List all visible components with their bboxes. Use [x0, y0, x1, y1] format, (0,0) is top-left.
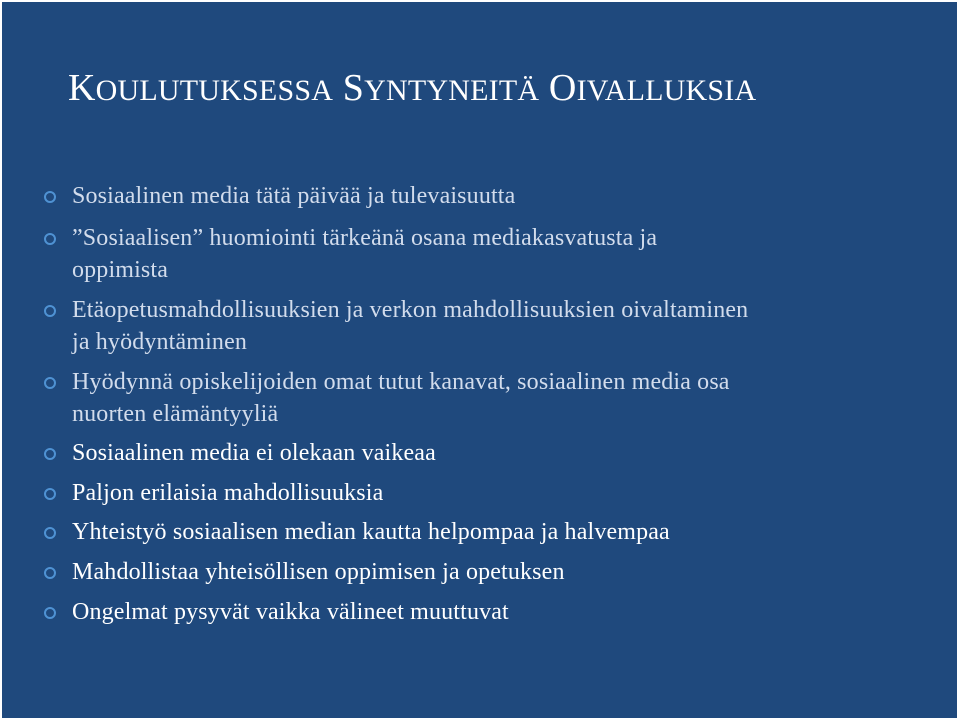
bullet-icon [44, 448, 56, 460]
bullet-text: Paljon erilaisia mahdollisuuksia [72, 480, 384, 506]
bullet-icon [44, 377, 56, 389]
bullet-icon [44, 488, 56, 500]
bullet-icon [44, 607, 56, 619]
bullet-text: Yhteistyö sosiaalisen median kautta helpompaa ja halvempaa [72, 519, 670, 545]
bullet-text: Sosiaalinen media tätä päivää ja tulevaisuutta [72, 183, 516, 209]
slide [2, 2, 957, 718]
title-word-1: KOULUTUKSESSA [68, 67, 334, 109]
bullet-icon [44, 233, 56, 245]
bullet-text: Hyödynnä opiskelijoiden omat tutut kanavat, sosiaalinen media osa nuorten elämäntyyliä [72, 369, 730, 427]
bullet-text: Etäopetusmahdollisuuksien ja verkon mahdollisuuksien oivaltaminen ja hyödyntäminen [72, 297, 749, 355]
bullet-icon [44, 567, 56, 579]
bullet-icon [44, 191, 56, 203]
bullet-text: Sosiaalinen media ei olekaan vaikeaa [72, 440, 436, 466]
title-word-2: SYNTYNEITÄ [342, 67, 540, 109]
bullet-icon [44, 527, 56, 539]
title-word-3: OIVALLUKSIA [548, 67, 757, 109]
bullet-text: ”Sosiaalisen” huomiointi tärkeänä osana mediakasvatusta ja oppimista [72, 225, 658, 283]
bullet-text: Mahdollistaa yhteisöllisen oppimisen ja opetuksen [72, 559, 565, 585]
bullet-list [2, 2, 957, 718]
bullet-icon [44, 305, 56, 317]
bullet-text: Ongelmat pysyvät vaikka välineet muuttuvat [72, 599, 509, 625]
